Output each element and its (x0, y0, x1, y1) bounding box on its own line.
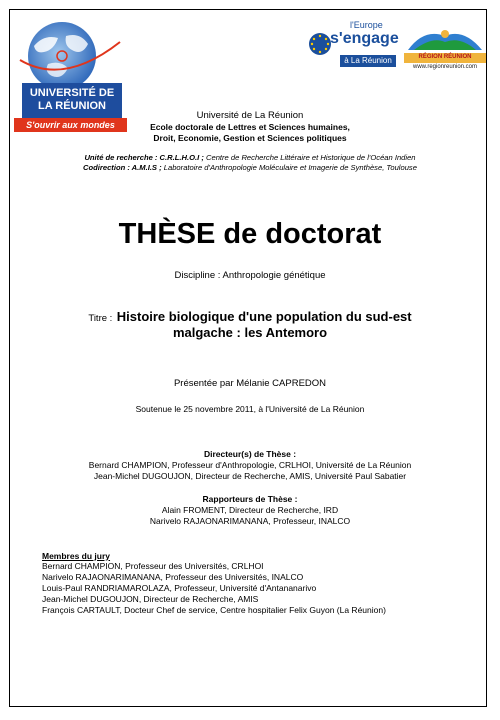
codirection-text: Laboratoire d'Anthropologie Moléculaire et Imagerie de Synthèse, Toulouse (163, 163, 417, 172)
jury-member: Narivelo RAJAONARIMANANA, Professeur des Universités, INALCO (42, 572, 304, 582)
thesis-main-title: THÈSE de doctorat (118, 218, 382, 250)
europe-main-text: s'engage (330, 30, 399, 47)
jury-member: François CARTAULT, Docteur Chef de service, Centre hospitalier Felix Guyon (La Réunion) (42, 605, 386, 615)
director-entry: Jean-Michel DUGOUJON, Directeur de Recherche, AMIS, Université Paul Sabatier (93, 471, 407, 481)
discipline: Discipline : Anthropologie génétique (174, 270, 326, 281)
title-text: malgache : les Antemoro (172, 325, 328, 340)
rapporteur-entry: Narivelo RAJAONARIMANANA, Professeur, INALCO (149, 516, 351, 526)
region-reunion-logo (404, 26, 486, 72)
thesis-title-line (0, 308, 500, 326)
globe-icon (14, 16, 126, 88)
presented-by: Présentée par Mélanie CAPREDON (173, 378, 327, 389)
doctoral-school-line: Droit, Economie, Gestion et Sciences politiques (153, 133, 347, 143)
directors-heading: Directeur(s) de Thèse : (203, 449, 297, 459)
university-name: Université de La Réunion (196, 110, 304, 121)
university-logo-line: LA RÉUNION (37, 99, 107, 112)
research-unit (0, 153, 500, 162)
research-unit-text: Centre de Recherche Littéraire et Historique de l'Océan Indien (205, 153, 416, 162)
codirection-label: Codirection : A.M.I.S ; (83, 163, 162, 172)
jury-member: Louis-Paul RANDRIAMAROLAZA, Professeur, Université d'Antananarivo (42, 583, 317, 593)
codirection (0, 163, 500, 172)
rapporteur-entry: Alain FROMENT, Directeur de Recherche, IRD (161, 505, 339, 515)
rapporteurs-heading: Rapporteurs de Thèse : (202, 494, 298, 504)
region-url: www.regionreunion.com (412, 64, 478, 70)
europe-logo (306, 18, 398, 74)
jury-heading: Membres du jury (42, 551, 111, 561)
jury-member: Bernard CHAMPION, Professeur des Universités, CRLHOI (42, 561, 264, 571)
region-name: RÉGION RÉUNION (418, 54, 472, 60)
europe-small-text: l'Europe (350, 20, 383, 30)
jury-member: Jean-Michel DUGOUJON, Directeur de Recherche, AMIS (42, 594, 259, 604)
title-text: Histoire biologique d'une population du sud-est (116, 309, 412, 324)
defense-date: Soutenue le 25 novembre 2011, à l'Université de La Réunion (135, 404, 365, 414)
research-unit-label: Unité de recherche : C.R.L.H.O.I ; (84, 153, 204, 162)
region-emblem-icon (404, 26, 486, 54)
title-label: Titre : (88, 313, 113, 324)
director-entry: Bernard CHAMPION, Professeur d'Anthropologie, CRLHOI, Université de La Réunion (88, 460, 412, 470)
university-slogan: S'ouvrir aux mondes (14, 118, 127, 132)
university-logo-line: UNIVERSITÉ DE (29, 87, 115, 99)
europe-sub-text: à La Réunion (340, 55, 396, 67)
doctoral-school-line: Ecole doctorale de Lettres et Sciences humaines, (150, 122, 350, 132)
